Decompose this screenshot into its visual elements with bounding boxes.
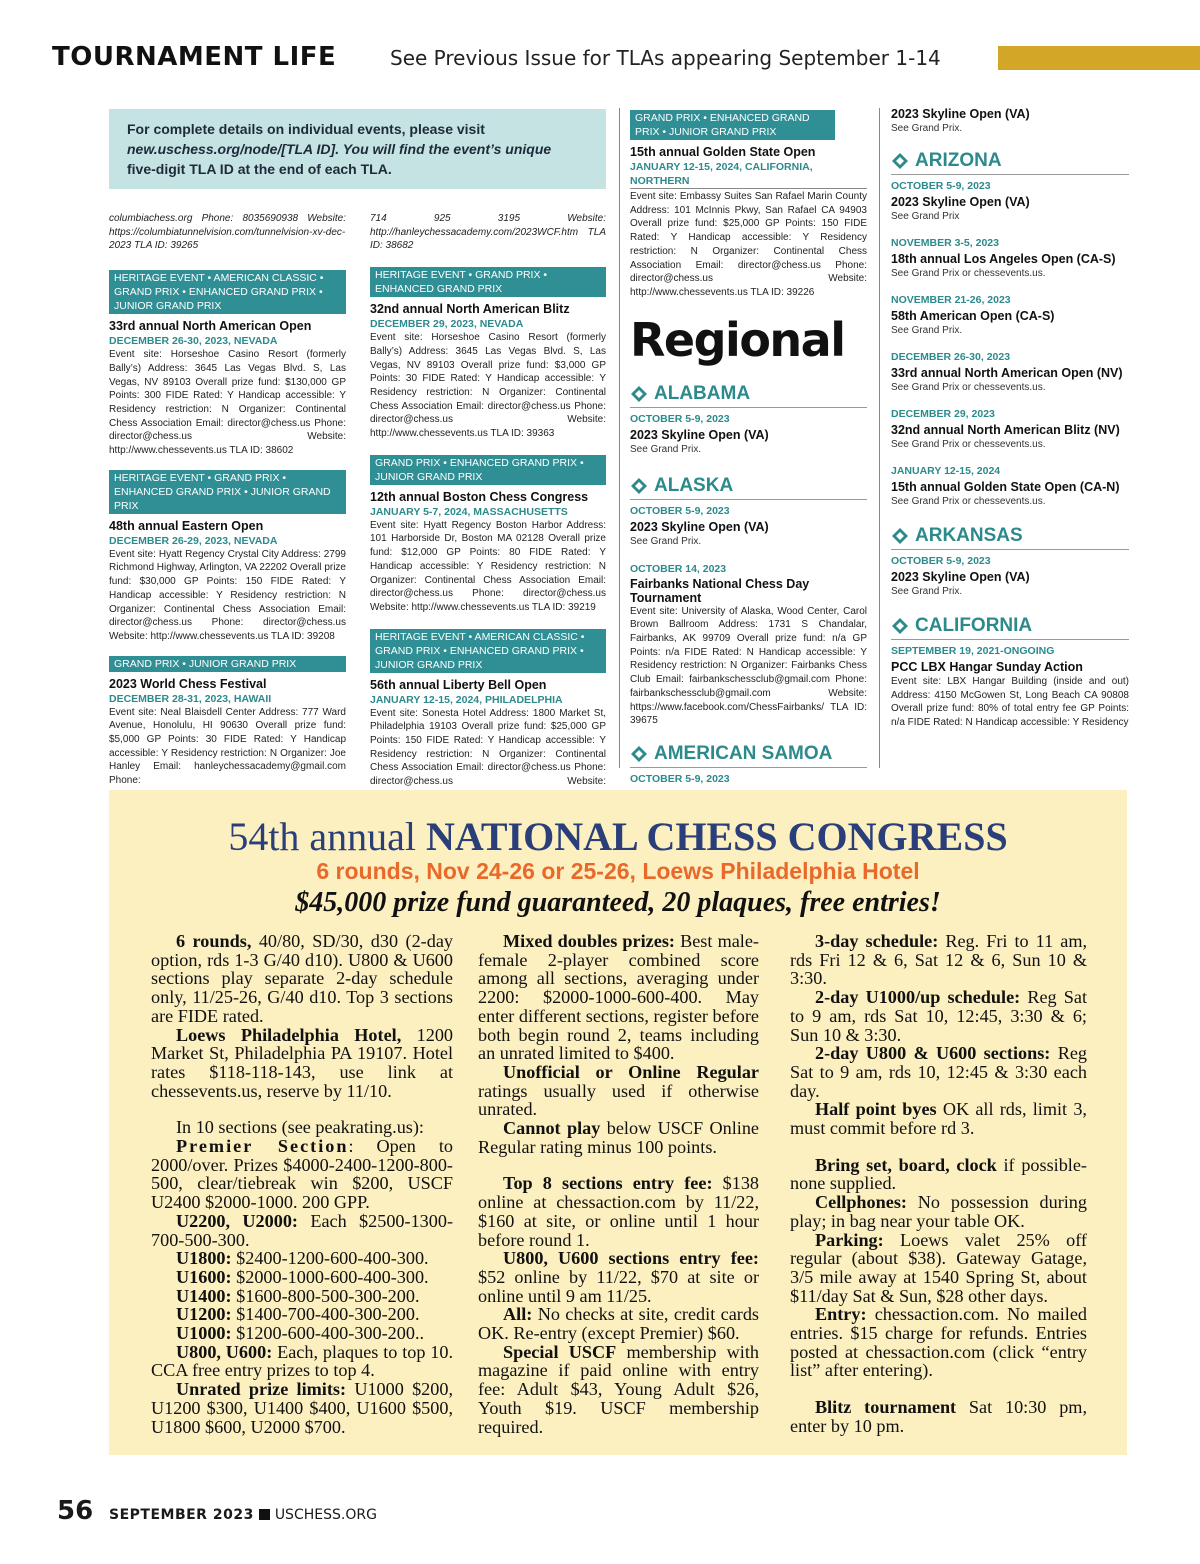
ad-paragraph — [151, 1118, 453, 1137]
ad-title-prefix: 54th annual — [228, 814, 427, 859]
ad-column-2 — [478, 932, 759, 1436]
ad-text: $1200-600-400-300-200.. — [231, 1323, 425, 1344]
ad-text: Sat 10:30 pm, enter by 10 pm. — [790, 1397, 1087, 1436]
event-tags: HERITAGE EVENT • GRAND PRIX • ENHANCED GRAND PRIX — [370, 267, 606, 297]
diamond-icon — [891, 527, 909, 545]
ad-lead: Cellphones: — [815, 1192, 907, 1213]
state-name: ALABAMA — [654, 382, 751, 404]
event-block — [109, 470, 346, 644]
listing — [891, 350, 1129, 394]
event-note: See Grand Prix or chessevents.us. — [891, 496, 1046, 507]
event-details: Event site: Horseshoe Casino Resort (formerly Bally’s) Address: 3645 Las Vegas Blvd. S, Las Vegas, NV 89103 Overall prize fund: $3,000 GP Points: 30 FIDE Rated: Y Handicap accessible: Y Residency restriction: N Organizer: Continental Chess Association Email: director@chess.us Phone: director@chess.us Website: http://www.chessevents.us TLA ID: 39363 — [370, 332, 606, 440]
ad-title — [109, 814, 1127, 860]
ad-lead: Entry: — [815, 1304, 867, 1325]
ad-lead: 3-day schedule: — [815, 931, 939, 951]
ad-text: Best male-female 2-player combined score among all sections, averaging under 2200: $2000-1000-600-400. May enter different sections, register before both begin round 2, teams including an unrated limited to $400. — [478, 931, 759, 1064]
ad-column-1 — [151, 932, 453, 1436]
event-note: See Grand Prix or chessevents.us. — [891, 439, 1046, 450]
ad-paragraph — [478, 1249, 759, 1305]
event-title: 15th annual Golden State Open — [630, 145, 816, 159]
ad-paragraph — [478, 932, 759, 1063]
listing — [891, 236, 1129, 280]
event-title: 2023 World Chess Festival — [109, 676, 267, 691]
page-number: 56 — [57, 1496, 94, 1526]
ad-text: chessaction.com. No mailed entries. $15 charge for refunds. Entries posted at chessaction.com (click “entry list” after entering). — [790, 1304, 1087, 1381]
event-title: 32nd annual North American Blitz — [370, 302, 570, 317]
ad-paragraph — [790, 988, 1087, 1044]
ad-text: OK all rds, limit 3, must commit before rd 3. — [790, 1099, 1087, 1139]
column-4 — [891, 106, 1129, 730]
ad-lead: All: — [503, 1304, 533, 1325]
event-tags: GRAND PRIX • ENHANCED GRAND PRIX • JUNIOR GRAND PRIX — [370, 455, 606, 485]
event-date: OCTOBER 14, 2023 — [630, 562, 727, 575]
event-note: See Grand Prix. — [891, 123, 963, 134]
event-date: DECEMBER 28-31, 2023, HAWAII — [109, 692, 272, 705]
state-heading-arizona — [891, 149, 1129, 175]
ad-lead: U1800: — [176, 1248, 232, 1269]
ad-text: Each $2500-1300-700-500-300. — [151, 1210, 453, 1250]
ad-paragraph — [151, 1324, 453, 1343]
column-divider — [879, 108, 880, 768]
state-heading-american-samoa — [630, 742, 867, 768]
ad-lead: 2-day U800 & U600 sections: — [815, 1043, 1051, 1064]
ad-column-3 — [790, 932, 1087, 1436]
ad-paragraph — [478, 1119, 759, 1156]
ad-paragraph — [790, 932, 1087, 988]
site-name: USCHESS.ORG — [274, 1507, 377, 1523]
ad-paragraph — [478, 1343, 759, 1437]
event-tags: HERITAGE EVENT • AMERICAN CLASSIC • GRAND PRIX • ENHANCED GRAND PRIX • JUNIOR GRAND PRIX — [109, 270, 346, 314]
ad-paragraph — [151, 1380, 453, 1436]
event-note: See Grand Prix or chessevents.us. — [891, 382, 1046, 393]
event-date: SEPTEMBER 19, 2021-ONGOING — [891, 645, 1055, 657]
listing — [891, 179, 1129, 223]
ad-paragraph — [151, 1305, 453, 1324]
section-title: TOURNAMENT LIFE — [52, 42, 337, 72]
ad-lead: Special USCF — [503, 1341, 617, 1362]
event-date: OCTOBER 5-9, 2023 — [891, 180, 991, 192]
ad-lead: U2200, U2000: — [176, 1210, 298, 1231]
diamond-icon — [630, 385, 648, 403]
diamond-icon — [630, 745, 648, 763]
event-date: DECEMBER 29, 2023, NEVADA — [370, 318, 524, 331]
listing — [891, 407, 1129, 451]
event-title: 33rd annual North American Open (NV) — [891, 366, 1123, 380]
event-title: 15th annual Golden State Open (CA-N) — [891, 480, 1120, 494]
carryover-text: 714 925 3195 Website: http://hanleychessacademy.com/2023WCF.htm TLA ID: 38682 — [370, 213, 606, 252]
event-note: See Grand Prix. — [891, 586, 963, 597]
diamond-icon — [630, 477, 648, 495]
ad-paragraph — [478, 1174, 759, 1249]
ad-lead: Half point byes — [815, 1099, 937, 1120]
event-date: OCTOBER 5-9, 2023 — [891, 555, 991, 567]
ad-text: Reg. Fri to 11 am, rds Fri 12 & 6, Sat 12 & 6, Sun 10 & 3:30. — [790, 931, 1088, 989]
event-title: 2023 Skyline Open (VA) — [630, 427, 769, 442]
ad-lead: U1400: — [176, 1285, 232, 1306]
paragraph-gap — [151, 1100, 453, 1118]
state-heading-arkansas — [891, 524, 1129, 550]
diamond-icon — [891, 617, 909, 635]
ad-text: $52 online by 11/22, $70 at site or online until 9 am 11/25. — [478, 1266, 759, 1306]
state-heading-california — [891, 614, 1129, 640]
column-3 — [630, 110, 867, 786]
ad-text: $2000-1000-600-400-300. — [231, 1266, 429, 1287]
ad-paragraph — [790, 1231, 1087, 1306]
listing — [891, 464, 1129, 508]
event-title: 2023 Skyline Open (VA) — [891, 570, 1030, 584]
event-note: See Grand Prix — [891, 211, 960, 222]
square-separator-icon — [259, 1509, 270, 1520]
ad-paragraph — [790, 1100, 1087, 1137]
ad-paragraph — [151, 1343, 453, 1380]
footer-text — [109, 1507, 377, 1523]
ad-paragraph — [478, 1305, 759, 1342]
event-details: Event site: Neal Blaisdell Center Address: 777 Ward Avenue, Honolulu, HI 90630 Overall prize fund: $5,000 GP Points: 30 FIDE Rated: Y Handicap accessible: Y Residency restriction: N Organizer: Joe Hanley Email: hanleychessacademy@gmail.com Phone: — [109, 706, 346, 787]
ad-lead: Unofficial or Online Regular — [503, 1061, 759, 1082]
event-note: See Grand Prix or chessevents.us. — [891, 268, 1046, 279]
column-1 — [109, 212, 346, 788]
ad-lead: Bring set, board, clock — [815, 1154, 997, 1175]
event-note: See Grand Prix. — [630, 443, 702, 455]
ad-text: Loews valet 25% off regular (about $38). Gateway Gatage, 3/5 mile away at 1540 Spring St, about $11/day Sat & Sun, $28 other days. — [790, 1229, 1087, 1306]
state-name: AMERICAN SAMOA — [654, 742, 833, 764]
ad-lead: U800, U600: — [176, 1341, 273, 1362]
event-date: OCTOBER 5-9, 2023 — [630, 504, 730, 517]
info-line-2: new.uschess.org/node/[TLA ID]. You will find the event’s unique — [127, 141, 552, 157]
state-name: CALIFORNIA — [915, 615, 1033, 636]
ad-lead: Unrated prize limits: — [176, 1379, 347, 1400]
ad-paragraph — [151, 1249, 453, 1268]
ad-lead: 2-day U1000/up schedule: — [815, 987, 1021, 1008]
event-title: 18th annual Los Angeles Open (CA-S) — [891, 252, 1116, 266]
ad-paragraph — [151, 1268, 453, 1287]
paragraph-gap — [478, 1156, 759, 1174]
ad-text: In 10 sections (see peakrating.us): — [176, 1117, 424, 1138]
ad-lead: Cannot play — [503, 1118, 601, 1139]
ad-text: $1400-700-400-300-200. — [231, 1304, 420, 1325]
ad-text: Reg Sat to 9 am, rds Sat 10, 12:45, 3:30 & 6; Sun 10 & 3:30. — [790, 987, 1087, 1045]
ad-paragraph — [151, 1212, 453, 1249]
ad-text: No checks at site, credit cards OK. Re-entry (except Premier) $60. — [478, 1304, 759, 1344]
event-date: DECEMBER 26-29, 2023, NEVADA — [109, 534, 278, 547]
ad-text: U1000 $200, U1200 $300, U1400 $400, U1600 $500, U1800 $600, U2000 $700. — [151, 1379, 454, 1437]
event-date: JANUARY 12-15, 2024, CALIFORNIA, NORTHERN — [630, 161, 813, 187]
event-block — [370, 455, 606, 615]
event-title: PCC LBX Hangar Sunday Action — [891, 660, 1083, 674]
state-name: ARKANSAS — [915, 525, 1023, 546]
ad-lead: Parking: — [815, 1229, 884, 1250]
ad-paragraph — [790, 1044, 1087, 1100]
event-note: See Grand Prix. — [630, 535, 702, 547]
event-tags: GRAND PRIX • ENHANCED GRAND PRIX • JUNIOR GRAND PRIX — [630, 110, 835, 140]
event-title: 2023 Skyline Open (VA) — [630, 519, 769, 534]
event-block — [109, 270, 346, 458]
state-name: ARIZONA — [915, 150, 1002, 171]
ad-text: 40/80, SD/30, d30 (2-day option, rds 1-3 G/40 d10). U800 & U600 sections play separate 2-day schedule only, 11/25-26, G/40 d10. Top 3 sections are FIDE rated. — [151, 931, 453, 1026]
event-title: 2023 Skyline Open (VA) — [891, 195, 1030, 209]
ad-lead: U1200: — [176, 1304, 232, 1325]
event-date: OCTOBER 5-9, 2023 — [630, 772, 730, 785]
national-chess-congress-ad — [109, 790, 1127, 1455]
event-title: 56th annual Liberty Bell Open — [370, 677, 547, 692]
ad-paragraph — [790, 1398, 1087, 1435]
header-accent-bar — [998, 46, 1200, 70]
event-details: Event site: Hyatt Regency Boston Harbor Address: 101 Harborside Dr, Boston MA 02128 Overall prize fund: $12,000 GP Points: 80 FIDE Rated: Y Handicap accessible: Y Residency restriction: N Organizer: Continental Chess Association Email: director@chess.us Phone: director@chess.us Website: http://www.chessevents.us TLA ID: 39219 — [370, 519, 606, 613]
diamond-icon — [891, 152, 909, 170]
event-block — [370, 629, 606, 803]
event-details: Event site: Sonesta Hotel Address: 1800 Market St, Philadelphia 19103 Overall prize fund: $25,000 GP Points: 150 FIDE Rated: Y Handicap accessible: Y Residency restriction: N Organizer: Continental Chess Association Email: director@chess.us Phone: director@chess.us Website: — [370, 707, 606, 788]
section-subtitle: See Previous Issue for TLAs appearing September 1-14 — [390, 46, 941, 70]
issue-date: SEPTEMBER 2023 — [109, 1507, 254, 1523]
ad-lead: Blitz tournament — [815, 1397, 957, 1418]
event-details: Event site: Hyatt Regency Crystal City Address: 2799 Richmond Highway, Arlington, VA 22202 Overall prize fund: $30,000 GP Points: 150 FIDE Rated: Y Handicap accessible: Y Residency restriction: N Organizer: Continental Chess Association Email: director@chess.us Phone: director@chess.us Website: http://www.chessevents.us TLA ID: 39208 — [109, 548, 346, 642]
event-date: DECEMBER 29, 2023 — [891, 408, 995, 420]
ad-text: Reg Sat to 9 am, rds 10, 12:45 & 3:30 each day. — [790, 1043, 1087, 1101]
ad-text: below USCF Online Regular rating minus 100 points. — [478, 1118, 759, 1157]
ad-paragraph — [151, 1137, 453, 1212]
column-divider — [619, 108, 620, 768]
ad-paragraph — [478, 1063, 759, 1119]
ad-paragraph — [151, 932, 453, 1026]
event-title: 12th annual Boston Chess Congress — [370, 489, 589, 504]
event-title: 58th American Open (CA-S) — [891, 309, 1055, 323]
ad-lead: Loews Philadelphia Hotel, — [176, 1024, 402, 1045]
event-details: Event site: Embassy Suites San Rafael Marin County Address: 101 McInnis Pkwy, San Rafael CA 94903 Overall prize fund: $25,000 GP Points: 150 FIDE Rated: Y Handicap accessible: Y Residency restriction: N Organizer: Continental Chess Association Email: director@chess.us Phone: director@chess.us Website: http://www.chessevents.us TLA ID: 39226 — [630, 188, 867, 300]
paragraph-gap — [790, 1138, 1087, 1156]
ad-text: No possession during play; in bag near your table OK. — [790, 1192, 1087, 1231]
info-line-1: For complete details on individual events, please visit — [127, 121, 485, 137]
ad-text: $1600-800-500-300-200. — [231, 1285, 420, 1306]
page-header — [52, 40, 1200, 76]
info-line-3: five-digit TLA ID at the end of each TLA. — [127, 161, 392, 177]
event-tags: HERITAGE EVENT • GRAND PRIX • ENHANCED GRAND PRIX • JUNIOR GRAND PRIX — [109, 470, 346, 514]
ad-lead: U800, U600 sections entry fee: — [503, 1248, 759, 1269]
ad-title-main: NATIONAL CHESS CONGRESS — [426, 814, 1008, 859]
event-tags: GRAND PRIX • JUNIOR GRAND PRIX — [109, 656, 346, 672]
ad-text: ratings usually used if otherwise unrated. — [478, 1080, 759, 1120]
ad-paragraph — [790, 1156, 1087, 1193]
ad-lead: 6 rounds, — [176, 931, 252, 951]
event-details: Event site: Horseshoe Casino Resort (formerly Bally’s) Address: 3645 Las Vegas Blvd. S, Las Vegas, NV 89103 Overall prize fund: $130,000 GP Points: 300 FIDE Rated: Y Handicap accessible: Y Residency restriction: N Organizer: Continental Chess Association Email: director@chess.us Phone: director@chess.us Website: http://www.chessevents.us TLA ID: 38602 — [109, 349, 346, 457]
ad-text: $138 online at chessaction.com by 11/22, $160 at site, or online until 1 hour before round 1. — [478, 1173, 760, 1250]
event-date: DECEMBER 26-30, 2023 — [891, 351, 1011, 363]
carryover-text: columbiachess.org Phone: 8035690938 Website: https://columbiatunnelvision.com/tunnelvision-xv-dec-2023 TLA ID: 39265 — [109, 213, 346, 252]
event-block — [109, 656, 346, 788]
ad-paragraph — [151, 1287, 453, 1306]
ad-lead: Mixed doubles prizes: — [503, 931, 675, 951]
event-date: JANUARY 5-7, 2024, MASSACHUSETTS — [370, 505, 568, 518]
event-date: DECEMBER 26-30, 2023, NEVADA — [109, 335, 278, 348]
paragraph-gap — [790, 1380, 1087, 1398]
ad-text: : Open to 2000/over. Prizes $4000-2400-1200-800-500, clear/tiebreak win $200, USCF U2400 $2000-1000. 200 GPP. — [151, 1136, 453, 1213]
ad-lead: Premier Section — [176, 1136, 349, 1157]
ad-text: if possible-none supplied. — [790, 1154, 1087, 1194]
event-block — [370, 267, 606, 441]
event-date: JANUARY 12-15, 2024 — [891, 465, 1001, 477]
ad-lead: U1000: — [176, 1323, 232, 1344]
event-title: 48th annual Eastern Open — [109, 518, 264, 533]
ad-text: $2400-1200-600-400-300. — [231, 1248, 429, 1269]
regional-heading: Regional — [630, 312, 845, 367]
event-details: Event site: LBX Hangar Building (inside and out) Address: 4150 McGowen St, Long Beach CA 90808 Overall prize fund: 80% of total entry fee GP Points: n/a FIDE Rated: N Handicap accessible: Y Residency — [891, 676, 1129, 729]
event-date: NOVEMBER 3-5, 2023 — [891, 237, 999, 249]
ad-text: Each, plaques to top 10. CCA free entry prizes to top 4. — [151, 1341, 453, 1381]
state-heading-alaska — [630, 474, 867, 500]
event-date: NOVEMBER 21-26, 2023 — [891, 294, 1011, 306]
event-title: Fairbanks National Chess Day Tournament — [630, 576, 810, 605]
state-heading-alabama — [630, 382, 867, 408]
event-title: 2023 Skyline Open (VA) — [891, 107, 1030, 121]
ad-tagline: $45,000 prize fund guaranteed, 20 plaques, free entries! — [295, 887, 941, 918]
ad-paragraph — [790, 1193, 1087, 1230]
event-title: 32nd annual North American Blitz (NV) — [891, 423, 1120, 437]
event-details: Event site: University of Alaska, Wood Center, Carol Brown Ballroom Address: 1731 S Chandalar, Fairbanks, AK 99709 Overall prize fund: n/a GP Points: n/a FIDE Rated: N Handicap accessible: Y Residency restriction: N Organizer: Fairbanks Chess Club Email: fairbankschessclub@gmail.com Phone: fairbankschessclub@gmail.com Website: https://www.facebook.com/ChessFairbanks/ TLA ID: 39675 — [630, 605, 867, 727]
event-tags: HERITAGE EVENT • AMERICAN CLASSIC • GRAND PRIX • ENHANCED GRAND PRIX • JUNIOR GRAND PRIX — [370, 629, 606, 673]
ad-lead: U1600: — [176, 1266, 232, 1287]
state-name: ALASKA — [654, 474, 734, 496]
ad-text: 1200 Market St, Philadelphia PA 19107. Hotel rates $118-118-143, use link at chessevents.us, reserve by 11/10. — [151, 1024, 454, 1101]
ad-paragraph — [790, 1305, 1087, 1380]
ad-lead: Top 8 sections entry fee: — [503, 1173, 713, 1194]
ad-paragraph — [151, 1026, 453, 1101]
ad-subtitle: 6 rounds, Nov 24-26 or 25-26, Loews Philadelphia Hotel — [316, 858, 920, 884]
event-date: JANUARY 12-15, 2024, PHILADELPHIA — [370, 693, 563, 706]
column-2 — [370, 212, 606, 803]
event-date: OCTOBER 5-9, 2023 — [630, 412, 730, 425]
info-box — [109, 109, 606, 189]
listing — [891, 293, 1129, 337]
ad-text: membership with magazine if paid online with entry fee: Adult $43, Young Adult $26, Youth $19. USCF membership required. — [478, 1341, 759, 1437]
event-note: See Grand Prix. — [891, 325, 963, 336]
event-title: 33rd annual North American Open — [109, 319, 312, 334]
